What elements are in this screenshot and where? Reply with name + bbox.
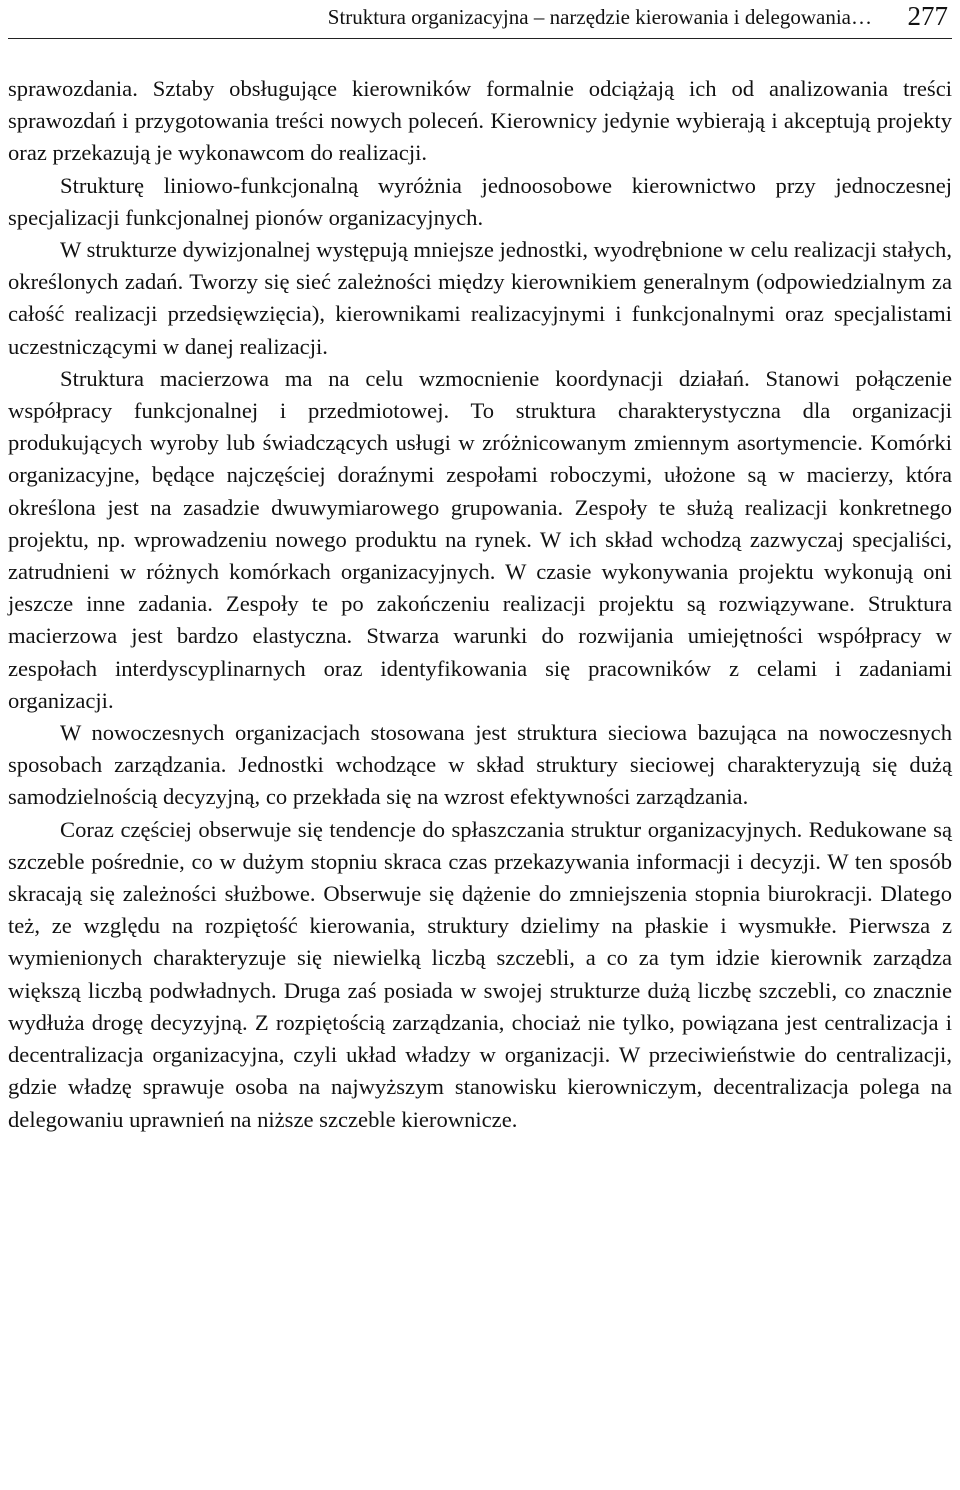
body-text	[8, 73, 952, 1136]
document-page	[8, 0, 952, 1136]
paragraph-flattening-structures: Coraz częściej obserwuje się tendencje do spłaszczania struktur organizacyjnych. Redukowane są szczeble pośrednie, co w dużym stopniu skraca czas przekazywania informacji i decyzji. W ten sposób skracają się zależności służbowe. Obserwuje się dążenie do zmniejszenia stopnia biurokracji. Dlatego też, ze względu na rozpiętość kierowania, struktury dzielimy na płaskie i wysmukłe. Pierwsza z wymienionych charakteryzuje się niewielką liczbą szczebli, a co za tym idzie kierownik zarządza większą liczbą podwładnych. Druga zaś posiada w swojej strukturze dużą liczbę szczebli, co znacznie wydłuża drogę decyzyjną. Z rozpiętością zarządzania, chociaż nie tylko, powiązana jest centralizacja i decentralizacja organizacyjna, czyli układ władzy w organizacji. W przeciwieństwie do centralizacji, gdzie władzę sprawuje osoba na najwyższym stanowisku kierowniczym, decentralizacja polega na delegowaniu uprawnień na niższe szczeble kierownicze.	[8, 816, 952, 1132]
paragraph-divisional-structure: W strukturze dywizjonalnej występują mniejsze jednostki, wyodrębnione w celu realizacji stałych, określonych zadań. Tworzy się sieć zależności między kierownikiem generalnym (odpowiedzialnym za całość realizacji przedsięwzięcia), kierownikami realizacyjnymi i funkcjonalnymi oraz specjalistami uczestniczącymi w danej realizacji.	[8, 237, 952, 359]
paragraph-continuation: sprawozdania. Sztaby obsługujące kierowników formalnie odciążają ich od analizowania treści sprawozdań i przygotowania treści nowych poleceń. Kierownicy jedynie wybierają i akceptują projekty oraz przekazują je wykonawcom do realizacji.	[8, 76, 952, 166]
running-header-title: Struktura organizacyjna – narzędzie kierowania i delegowania…	[327, 5, 872, 29]
running-header	[8, 0, 952, 39]
paragraph-line-functional-structure: Strukturę liniowo-funkcjonalną wyróżnia jednoosobowe kierownictwo przy jednoczesnej specjalizacji funkcjonalnej pionów organizacyjnych.	[8, 172, 952, 230]
paragraph-network-structure: W nowoczesnych organizacjach stosowana jest struktura sieciowa bazująca na nowoczesnych sposobach zarządzania. Jednostki wchodzące w skład struktury sieciowej charakteryzują się dużą samodzielnością decyzyjną, co przekłada się na wzrost efektywności zarządzania.	[8, 720, 952, 810]
paragraph-matrix-structure: Struktura macierzowa ma na celu wzmocnienie koordynacji działań. Stanowi połączenie współpracy funkcjonalnej i przedmiotowej. To struktura charakterystyczna dla organizacji produkujących wyroby lub świadczących usługi w zróżnicowanym zmiennym asortymencie. Komórki organizacyjne, będące najczęściej doraźnymi zespołami roboczymi, ułożone są w macierzy, która określona jest na zasadzie dwuwymiarowego grupowania. Zespoły te służą realizacji konkretnego projektu, np. wprowadzeniu nowego produktu na rynek. W ich skład wchodzą zazwyczaj specjaliści, zatrudnieni w różnych komórkach organizacyjnych. W czasie wykonywania projektu wykonują oni jeszcze inne zadania. Zespoły te po zakończeniu realizacji projektu są rozwiązywane. Struktura macierzowa jest bardzo elastyczna. Stwarza warunki do rozwijania umiejętności współpracy w zespołach interdyscyplinarnych oraz identyfikowania się pracowników z celami i zadaniami organizacji.	[8, 365, 952, 713]
page-number: 277	[907, 1, 948, 31]
